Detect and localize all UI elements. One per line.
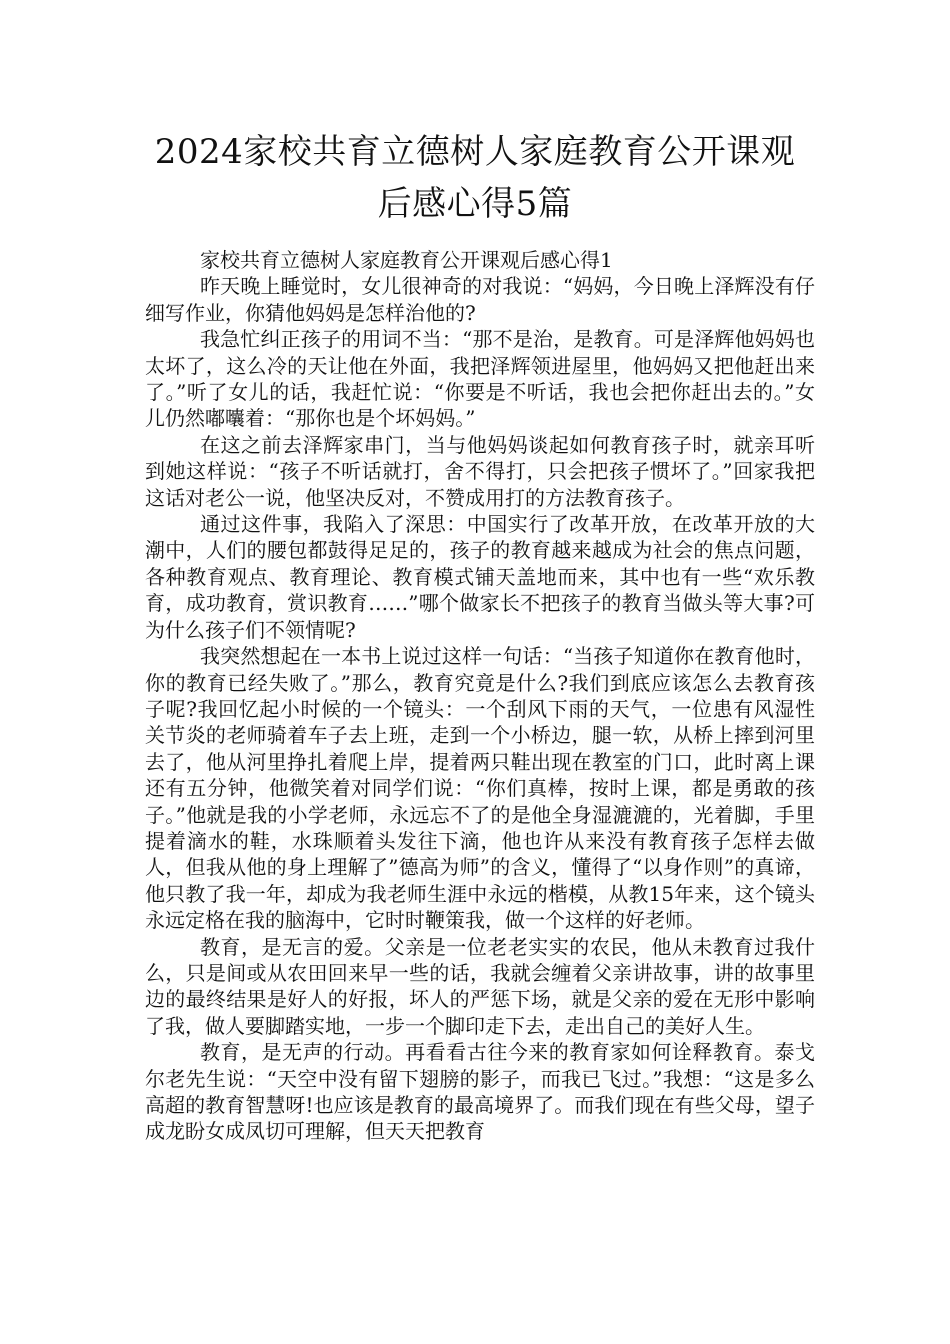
paragraph: 我突然想起在一本书上说过这样一句话：“当孩子知道你在教育他时，你的教育已经失败了。”那么，教育究竟是什么?我们到底应该怎么去教育孩子呢?我回忆起小时候的一个镜头：一个刮风下雨的天气，一位患有风湿性关节炎的老师骑着车子去上班，走到一个小桥边，腿一软，从桥上摔到河里去了，他从河里挣扎着爬上岸，提着两只鞋出现在教室的门口，此时离上课还有五分钟，他微笑着对同学们说：“你们真棒，按时上课，都是勇敢的孩子。”他就是我的小学老师，永远忘不了的是他全身湿漉漉的，光着脚，手里提着滴水的鞋，水珠顺着头发往下滴，他也许从来没有教育孩子怎样去做人，但我从他的身上理解了”德高为师”的含义，懂得了“以身作则”的真谛，他只教了我一年，却成为我老师生涯中永远的楷模，从教15年来，这个镜头永远定格在我的脑海中，它时时鞭策我，做一个这样的好老师。 (145, 644, 815, 933)
title-line-1: 2024家校共育立德树人家庭教育公开课观 (154, 132, 796, 172)
paragraph: 我急忙纠正孩子的用词不当：“那不是治，是教育。可是泽辉他妈妈也太坏了，这么冷的天让他在外面，我把泽辉领进屋里，他妈妈又把他赶出来了。”听了女儿的话，我赶忙说：“你要是不听话，我也会把你赶出去的。”女儿仍然嘟囔着：“那你也是个坏妈妈。” (145, 327, 815, 431)
title-line-2: 后感心得5篇 (377, 184, 573, 224)
document-title (100, 126, 850, 230)
paragraph: 昨天晚上睡觉时，女儿很神奇的对我说：“妈妈，今日晚上泽辉没有仔细写作业，你猜他妈妈是怎样治他的? (145, 274, 815, 325)
paragraph: 教育，是无声的行动。再看看古往今来的教育家如何诠释教育。泰戈尔老先生说：“天空中没有留下翅膀的影子，而我已飞过。”我想：“这是多么高超的教育智慧呀!也应该是教育的最高境界了。而我们现在有些父母，望子成龙盼女成凤切可理解，但天天把教育 (145, 1040, 815, 1144)
paragraph: 通过这件事，我陷入了深思：中国实行了改革开放，在改革开放的大潮中，人们的腰包都鼓得足足的，孩子的教育越来越成为社会的焦点问题，各种教育观点、教育理论、教育模式铺天盖地而来，其中也有一些“欢乐教育，成功教育，赏识教育……”哪个做家长不把孩子的教育当做头等大事?可为什么孩子们不领情呢? (145, 512, 815, 642)
paragraph: 在这之前去泽辉家串门，当与他妈妈谈起如何教育孩子时，就亲耳听到她这样说：“孩子不听话就打，舍不得打，只会把孩子惯坏了。”回家我把这话对老公一说，他坚决反对，不赞成用打的方法教育孩子。 (145, 432, 815, 510)
paragraph: 教育，是无言的爱。父亲是一位老老实实的农民，他从未教育过我什么，只是间或从农田回来早一些的话，我就会缠着父亲讲故事，讲的故事里边的最终结果是好人的好报，坏人的严惩下场，就是父亲的爱在无形中影响了我，做人要脚踏实地，一步一个脚印走下去，走出自己的美好人生。 (145, 934, 815, 1038)
document-body (145, 247, 815, 1145)
section-heading: 家校共育立德树人家庭教育公开课观后感心得1 (200, 248, 613, 272)
